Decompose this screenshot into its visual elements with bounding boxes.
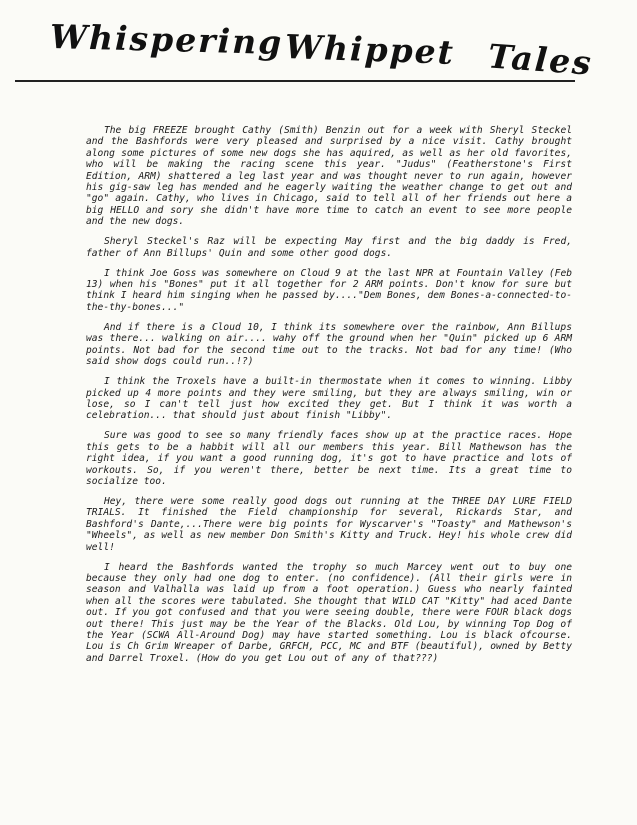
paragraph-raz-expecting: Sheryl Steckel's Raz will be expecting May first and the big daddy is Fred, father of Ann Billups' Quin and some other good dogs. xyxy=(86,236,572,259)
paragraph-lure-field-trials: Hey, there were some really good dogs out running at the THREE DAY LURE FIELD TRIALS. It finished the Field championship for several, Rickards Star, and Bashford's Dante,...There were big points for Wyscarver's "Toasty" and Mathewson's "Wheels", as well as new member Don Smith's Kitty and Truck. Hey! his whole crew did well! xyxy=(86,495,572,553)
paragraph-practice-races: Sure was good to see so many friendly faces show up at the practice races. Hope this gets to be a habbit will all our members this year. Bill Mathewson has the right idea, if you want a good running dog, it's got to have practice and lots of workouts. So, if you weren't there, better be next time. Its a great time to socialize too. xyxy=(86,430,572,487)
paragraph-troxels: I think the Troxels have a built-in thermostate when it comes to winning. Libby picked up 4 more points and they were smiling, but they are always smiling, win or lose, so I can't tell just how excited they get. But I think it was worth a celebration... that should just about finish "Libby". xyxy=(86,376,572,422)
paragraph-joe-goss: I think Joe Goss was somewhere on Cloud 9 at the last NPR at Fountain Valley (Feb 13) when his "Bones" put it all together for 2 ARM points. Don't know for sure but think I heard him singing when he passed by...."Dem Bones, dem Bones-a-connected-to-the-thy-bones..." xyxy=(86,267,572,313)
page-title xyxy=(40,8,600,88)
paragraph-ann-billups: And if there is a Cloud 10, I think its somewhere over the rainbow, Ann Billups was there... walking on air.... wahy off the ground when her "Quin" picked up 6 ARM points. Not bad for the second time out to the tracks. Not bad for any time! (Who said show dogs could run..!?) xyxy=(86,321,572,368)
title-word-whispering: Whispering xyxy=(49,16,284,63)
paragraph-cathy-visit: The big FREEZE brought Cathy (Smith) Benzin out for a week with Sheryl Steckel and the Bashfords were very pleased and surprised by a nice visit. Cathy brought along some pictures of some new dogs she has aquired, as well as her old favorites, who will be making the racing scene this year. "Judus" (Featherstone's First Edition, ARM) shattered a leg last year and was thought never to run again, however his gig-saw leg has mended and he eagerly waiting the weather change to get out and "go" again. Cathy, who lives in Chicago, said to tell all of her friends out here a big HELLO and sory she didn't have more time to catch an event to see more people and the new dogs. xyxy=(86,125,572,228)
title-word-whippet: Whippet xyxy=(284,27,456,72)
title-word-tales: Tales xyxy=(486,36,595,83)
newsletter-body xyxy=(86,125,572,673)
paragraph-bashfords-trophy: I heard the Bashfords wanted the trophy so much Marcey went out to buy one because they only had one dog to enter. (no confidence). (All their girls were in season and Valhalla was laid up from a foot operation.) Guess who nearly fainted when all the scores were tabulated. She thought that WILD CAT "Kitty" had aced Dante out. If you got confused and that you were seeing double, there were FOUR black dogs out there! This just may be the Year of the Blacks. Old Lou, by winning Top Dog of the Year (SCWA All-Around Dog) may have started something. Lou is black ofcourse. Lou is Ch Grim Wreaper of Darbe, GRFCH, PCC, MC and BTF (beautiful), owned by Betty and Darrel Troxel. (How do you get Lou out of any of that???) xyxy=(86,561,572,664)
title-divider xyxy=(15,80,575,82)
